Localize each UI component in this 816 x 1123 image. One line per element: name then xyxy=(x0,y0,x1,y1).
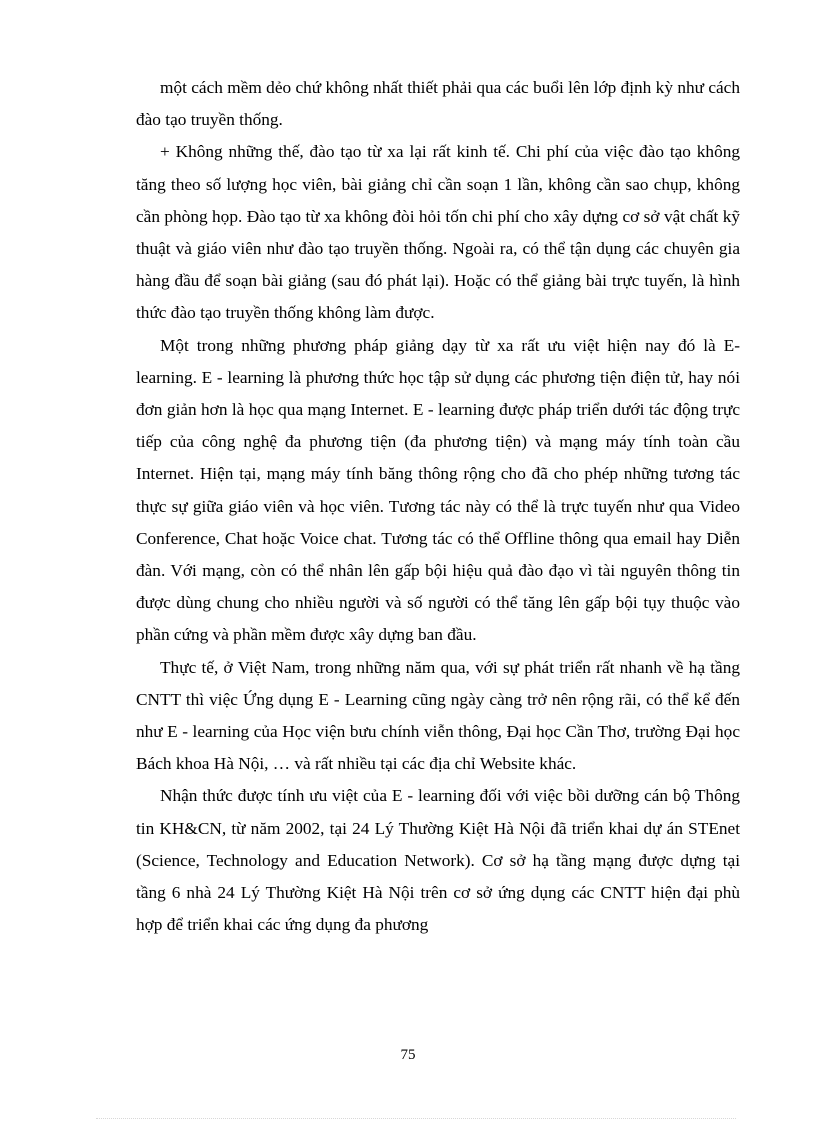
paragraph-2: + Không những thế, đào tạo từ xa lại rất kinh tế. Chi phí của việc đào tạo không tăng theo số lượng học viên, bài giảng chỉ cần soạn 1 lần, không cần sao chụp, không cần phòng họp. Đào tạo từ xa không đòi hỏi tốn chi phí cho xây dựng cơ sở vật chất kỹ thuật và giáo viên như đào tạo truyền thống. Ngoài ra, có thể tận dụng các chuyên gia hàng đầu để soạn bài giảng (sau đó phát lại). Hoặc có thể giảng bài trực tuyến, là hình thức đào tạo truyền thống không làm được. xyxy=(136,142,740,323)
paragraph-4: Thực tế, ở Việt Nam, trong những năm qua, với sự phát triển rất nhanh về hạ tầng CNTT thì việc Ứng dụng E - Learning cũng ngày càng trở nên rộng rãi, có thể kể đến như E - learning của Học viện bưu chính viễn thông, Đại học Cần Thơ, trường Đại học Bách khoa Hà Nội, … và rất nhiều tại các địa chỉ Website khác. xyxy=(136,657,740,774)
paragraph-3: Một trong những phương pháp giảng dạy từ xa rất ưu việt hiện nay đó là E-learning. E - learning là phương thức học tập sử dụng các phương tiện điện tử, hay nói đơn giản hơn là học qua mạng Internet. E - learning được pháp triển dưới tác động trực tiếp của công nghệ đa phương tiện (đa phương tiện) và mạng máy tính toàn cầu Internet. Hiện tại, mạng máy tính băng thông rộng cho đã cho phép những tương tác thực sự giữa giáo viên và học viên. Tương tác này có thể là trực tuyến như qua Video Conference, Chat hoặc Voice chat. Tương tác có thể Offline thông qua email hay Diễn đàn. Với mạng, còn có thể nhân lên gấp bội hiệu quả đào đạo vì tài nguyên thông tin được dùng chung cho nhiều người và số người có thể tăng lên gấp bội tụy thuộc vào phần cứng và phần mềm được xây dựng ban đầu. xyxy=(136,335,740,645)
page-number: 75 xyxy=(400,1047,416,1063)
body-text xyxy=(136,72,740,941)
paragraph-1: một cách mềm dẻo chứ không nhất thiết phải qua các buổi lên lớp định kỳ như cách đào tạo truyền thống. xyxy=(136,78,740,130)
paragraph-5: Nhận thức được tính ưu việt của E - learning đối với việc bồi dưỡng cán bộ Thông tin KH&CN, từ năm 2002, tại 24 Lý Thường Kiệt Hà Nội đã triển khai dự án STEnet (Science, Technology and Education Network). Cơ sở hạ tầng mạng được dựng tại tầng 6 nhà 24 Lý Thường Kiệt Hà Nội trên cơ sở ứng dụng các CNTT hiện đại phù hợp để triển khai các ứng dụng đa phương xyxy=(136,786,740,935)
page-bottom-divider xyxy=(96,1118,736,1119)
